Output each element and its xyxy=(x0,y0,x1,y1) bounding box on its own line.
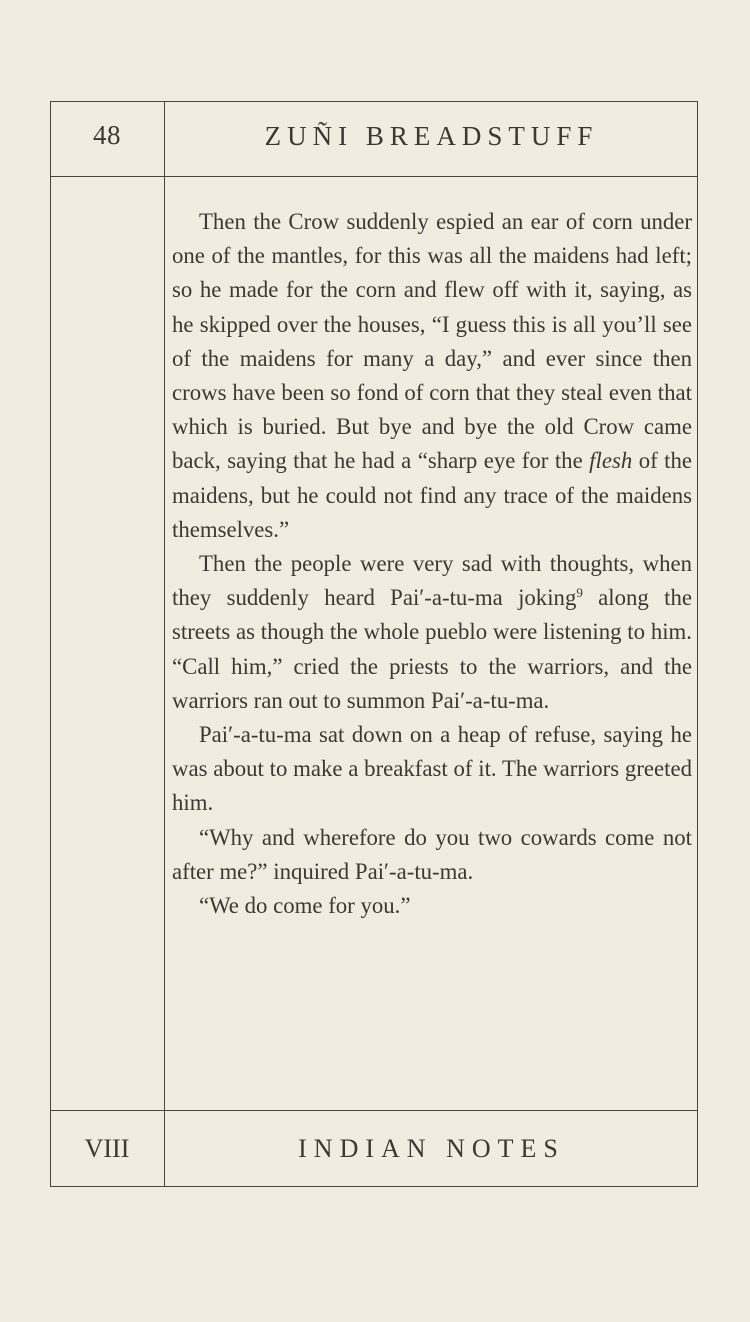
paragraph-text: along the streets as though the whole pueblo were listening to him. “Call him,” cried the priests to the warriors, and the warriors ran out to summon Pai′-a-tu-ma. xyxy=(172,585,692,713)
page-number: 48 xyxy=(93,120,121,150)
body-text xyxy=(172,205,692,923)
paragraph-text: of the maidens, but he could not find any trace of the maidens themselves.” xyxy=(172,448,693,542)
paragraph: Pai′-a-tu-ma sat down on a heap of refuse, saying he was about to make a breakfast of it. The warriors greeted him. xyxy=(172,722,692,816)
paragraph xyxy=(172,547,692,718)
paragraph-text: Then the Crow suddenly espied an ear of corn under one of the mantles, for this was all the maidens had left; so he made for the corn and flew off with it, saying, as he skipped over the houses, “I guess this is all you’ll see of the maidens for many a day,” and ever since then crows have been so fond of corn that they steal even that which is buried. But bye and bye the old Crow came back, saying that he had a “sharp eye for the xyxy=(172,209,692,474)
running-title: ZUÑI BREADSTUFF xyxy=(264,121,599,151)
paragraph-text: Then the people were very sad with thoughts, when they suddenly heard Pai′-a-tu-ma joking xyxy=(172,551,692,611)
footer-section-number: VIII xyxy=(84,1134,130,1163)
margin-rule xyxy=(164,101,165,1187)
paragraph xyxy=(172,205,692,547)
footer-title: INDIAN NOTES xyxy=(298,1134,565,1163)
header-rule xyxy=(50,176,698,177)
italic-word: flesh xyxy=(589,448,633,474)
paragraph: “We do come for you.” xyxy=(199,893,411,919)
footnote-ref: 9 xyxy=(576,585,583,601)
paragraph: “Why and wherefore do you two cowards come not after me?” inquired Pai′-a-tu-ma. xyxy=(172,824,692,884)
